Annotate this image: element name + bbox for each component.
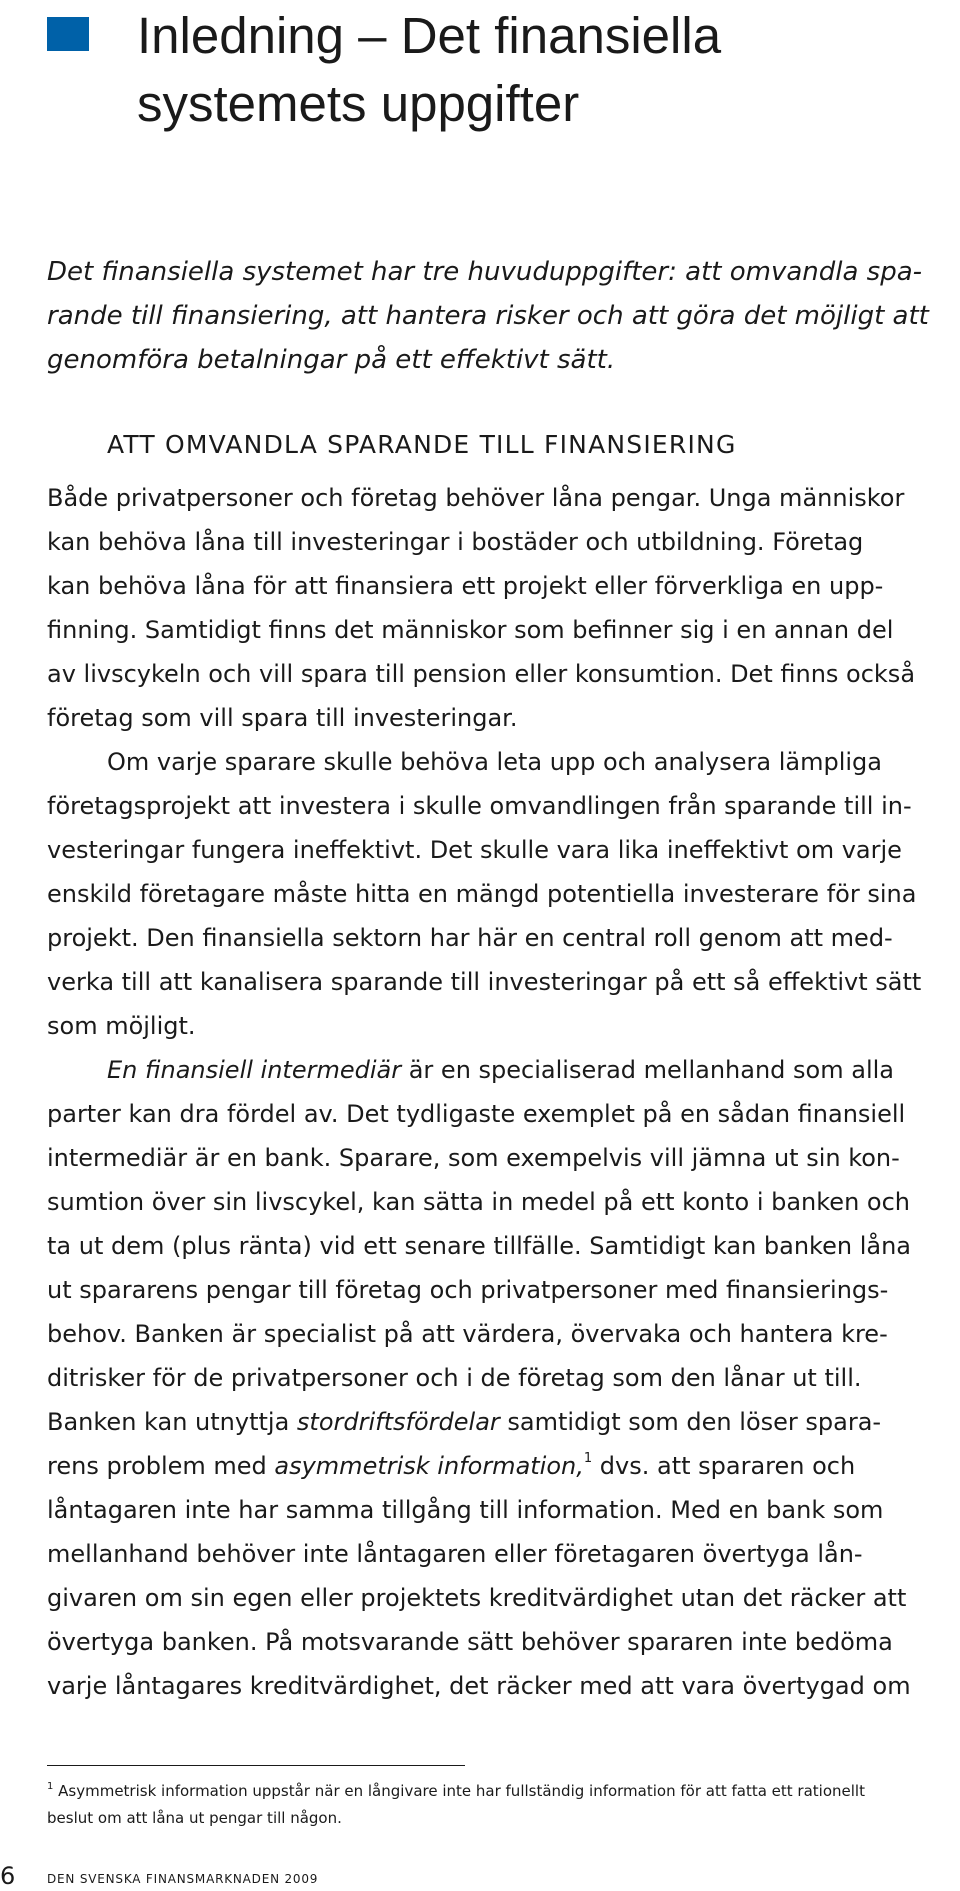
footnote-line: beslut om att låna ut pengar till någon. [47,1809,342,1827]
page-number: 6 [0,1862,16,1890]
text-line: ut spararens pengar till företag och privatpersoner med finansierings- [47,1276,889,1304]
page-title [137,2,937,138]
text-run: är en specialiserad mellanhand som alla [401,1056,894,1084]
lead-paragraph [47,250,927,382]
lead-line: rande till finansiering, att hantera risker och att göra det möjligt att [47,301,929,331]
text-line [47,1444,937,1488]
footnote-marker: 1 [47,1781,54,1792]
title-accent-square [47,17,89,51]
text-line: Både privatpersoner och företag behöver låna pengar. Unga människor [47,484,905,512]
text-line: mellanhand behöver inte låntagaren eller företagaren övertyga lån- [47,1540,863,1568]
text-line: av livscykeln och vill spara till pension eller konsumtion. Det finns också [47,660,916,688]
text-run: Banken kan utnyttja [47,1408,297,1436]
text-line: företag som vill spara till investeringar. [47,704,518,732]
paragraph-1 [47,476,937,740]
text-line: intermediär är en bank. Sparare, som exempelvis vill jämna ut sin kon- [47,1144,900,1172]
text-line: projekt. Den finansiella sektorn har här en central roll genom att med- [47,924,893,952]
text-line: kan behöva låna till investeringar i bostäder och utbildning. Företag [47,528,864,556]
text-line: som möjligt. [47,1012,196,1040]
term-emphasis: stordriftsfördelar [296,1408,500,1436]
text-line: företagsprojekt att investera i skulle omvandlingen från sparande till in- [47,792,912,820]
text-line [47,1048,937,1092]
text-run: rens problem med [47,1452,275,1480]
text-line: ta ut dem (plus ränta) vid ett senare tillfälle. Samtidigt kan banken låna [47,1232,911,1260]
footnote-line [47,1778,937,1805]
footnote-reference[interactable]: 1 [583,1451,593,1466]
paragraph-2 [47,740,937,1048]
text-line: varje låntagares kreditvärdighet, det räcker med att vara övertygad om [47,1672,911,1700]
running-footer-title: DEN SVENSKA FINANSMARKNADEN 2009 [47,1872,319,1886]
text-line: parter kan dra fördel av. Det tydligaste exemplet på en sådan finansiell [47,1100,906,1128]
text-line: kan behöva låna för att finansiera ett projekt eller förverkliga en upp- [47,572,884,600]
section-heading: ATT OMVANDLA SPARANDE TILL FINANSIERING [107,430,737,459]
body-text [47,476,937,1708]
text-line: finning. Samtidigt finns det människor som befinner sig i en annan del [47,616,894,644]
text-line: ditrisker för de privatpersoner och i de företag som den lånar ut till. [47,1364,862,1392]
text-line: vesteringar fungera ineffektivt. Det skulle vara lika ineffektivt om varje [47,836,902,864]
text-line: sumtion över sin livscykel, kan sätta in medel på ett konto i banken och [47,1188,911,1216]
term-emphasis: asymmetrisk information, [274,1452,584,1480]
footnote [47,1778,937,1832]
footnote-divider [47,1765,465,1766]
paragraph-3 [47,1048,937,1708]
page-title-line-2: systemets uppgifter [137,75,580,132]
text-line: behov. Banken är specialist på att värdera, övervaka och hantera kre- [47,1320,888,1348]
lead-line: Det finansiella systemet har tre huvuduppgifter: att omvandla spa- [47,257,923,287]
text-line [47,1400,937,1444]
text-line: övertyga banken. På motsvarande sätt behöver spararen inte bedöma [47,1628,893,1656]
text-line: enskild företagare måste hitta en mängd potentiella investerare för sina [47,880,917,908]
page-title-line-1: Inledning – Det finansiella [137,7,722,64]
lead-line: genomföra betalningar på ett effektivt sätt. [47,345,616,375]
text-line: låntagaren inte har samma tillgång till information. Med en bank som [47,1496,884,1524]
text-run: samtidigt som den löser spara- [499,1408,882,1436]
text-line: Om varje sparare skulle behöva leta upp och analysera lämpliga [107,748,882,776]
footnote-text: Asymmetrisk information uppstår när en långivare inte har fullständig information för att fatta ett rationellt [53,1782,865,1800]
text-line: givaren om sin egen eller projektets kreditvärdighet utan det räcker att [47,1584,907,1612]
text-run: dvs. att spararen och [592,1452,856,1480]
text-line: verka till att kanalisera sparande till investeringar på ett så effektivt sätt [47,968,922,996]
term-emphasis: En finansiell intermediär [107,1056,402,1084]
